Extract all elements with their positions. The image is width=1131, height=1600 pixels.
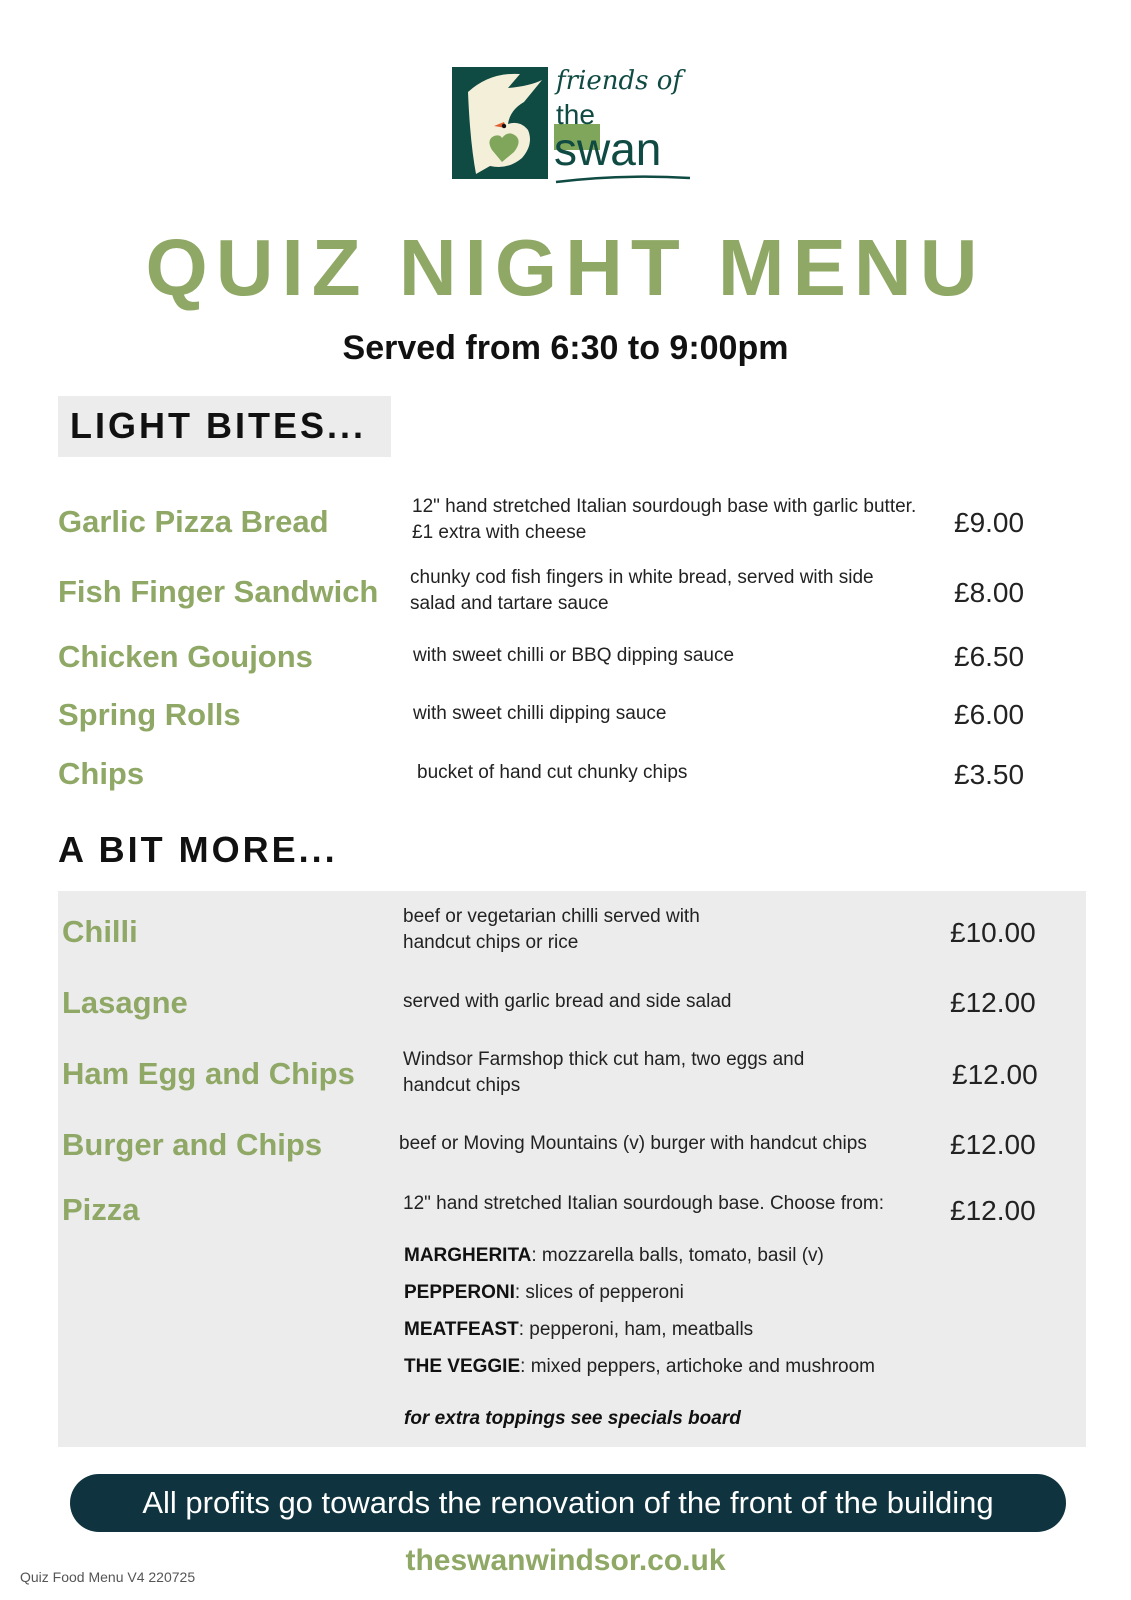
logo-swan-text: swan (554, 123, 662, 175)
version-label: Quiz Food Menu V4 220725 (20, 1569, 196, 1585)
menu-item-price: £6.50 (954, 641, 1025, 672)
menu-item-name: Lasagne (62, 985, 188, 1020)
menu-item-desc: Windsor Farmshop thick cut ham, two eggs and handcut chips (403, 1049, 805, 1096)
menu-item-name: Pizza (62, 1192, 140, 1227)
menu-item-name: Chicken Goujons (58, 639, 313, 674)
extra-toppings-note: for extra toppings see specials board (404, 1408, 741, 1429)
pizza-option: MARGHERITA: mozzarella balls, tomato, basil (v) (404, 1245, 824, 1266)
pizza-option: PEPPERONI: slices of pepperoni (404, 1282, 684, 1303)
menu-item-price: £12.00 (952, 1059, 1038, 1090)
menu-item-desc: with sweet chilli or BBQ dipping sauce (413, 645, 735, 666)
menu-item-price: £3.50 (954, 759, 1025, 790)
menu-item-price: £12.00 (950, 1195, 1036, 1226)
menu-item-name: Spring Rolls (58, 697, 241, 732)
menu-item-name: Chilli (62, 914, 138, 949)
menu-item-desc: 12" hand stretched Italian sourdough base with garlic butter. £1 extra with cheese (412, 496, 917, 543)
serving-times: Served from 6:30 to 9:00pm (342, 329, 789, 367)
menu-item-name: Burger and Chips (62, 1127, 323, 1162)
menu-item-desc: beef or vegetarian chilli served with handcut chips or rice (403, 906, 700, 953)
menu-item-desc: beef or Moving Mountains (v) burger with handcut chips (399, 1133, 867, 1154)
menu-item-price: £9.00 (954, 507, 1025, 538)
menu-item-price: £8.00 (954, 577, 1025, 608)
menu-item-name: Chips (58, 756, 145, 791)
menu-item-desc: chunky cod fish fingers in white bread, served with side salad and tartare sauce (410, 567, 874, 614)
friends-of-the-swan-logo (450, 62, 700, 187)
menu-item-desc: with sweet chilli dipping sauce (413, 703, 667, 724)
page-title: QUIZ NIGHT MENU (145, 223, 986, 312)
menu-item-desc: served with garlic bread and side salad (403, 991, 732, 1012)
menu-item-price: £12.00 (950, 1129, 1036, 1160)
website-link[interactable]: theswanwindsor.co.uk (405, 1544, 726, 1577)
logo-script-text: friends of (556, 66, 683, 96)
menu-item-desc: bucket of hand cut chunky chips (417, 762, 688, 783)
menu-item-name: Ham Egg and Chips (62, 1056, 355, 1091)
menu-item-name: Garlic Pizza Bread (58, 504, 329, 539)
menu-item-price: £12.00 (950, 987, 1036, 1018)
a-bit-more-heading: A BIT MORE... (58, 829, 338, 870)
menu-item-name: Fish Finger Sandwich (58, 574, 379, 609)
menu-item-desc: 12" hand stretched Italian sourdough base. Choose from: (403, 1193, 884, 1214)
menu-item-price: £10.00 (950, 917, 1036, 948)
menu-item-price: £6.00 (954, 699, 1025, 730)
profits-banner: All profits go towards the renovation of the front of the building (70, 1474, 1066, 1532)
light-bites-heading: LIGHT BITES... (70, 405, 367, 446)
logo-the-text: the (556, 99, 595, 130)
pizza-option: MEATFEAST: pepperoni, ham, meatballs (404, 1319, 754, 1340)
pizza-option: THE VEGGIE: mixed peppers, artichoke and mushroom (404, 1356, 875, 1377)
